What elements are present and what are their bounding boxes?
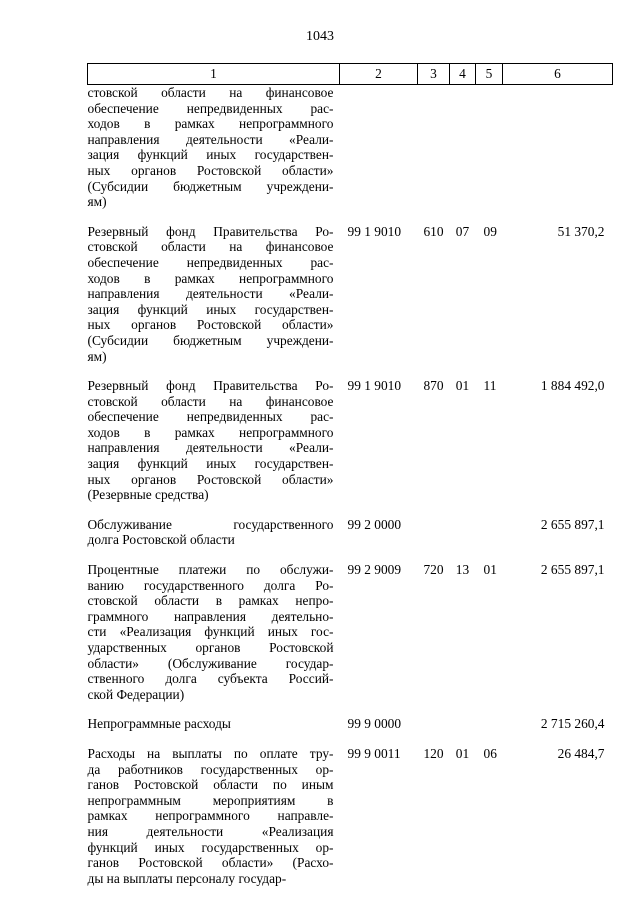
row-description xyxy=(88,716,340,732)
row-col-3 xyxy=(418,716,450,732)
table-row xyxy=(88,378,613,503)
spacer-cell xyxy=(88,364,613,378)
description-line: направления деятельности «Реали- xyxy=(87,131,334,147)
description-line: ния деятельности «Реализация xyxy=(87,823,334,839)
description-line: ходов в рамках непрограммного xyxy=(87,116,334,132)
description-line: ям) xyxy=(87,194,107,210)
row-col-4 xyxy=(450,716,476,732)
description-line: Непрограммные расходы xyxy=(87,716,231,732)
description-line: сти «Реализация функций иных гос- xyxy=(87,624,334,640)
description-line: ской Федерации) xyxy=(87,686,185,702)
table-row xyxy=(88,746,613,886)
row-amount: 51 370,2 xyxy=(557,223,605,239)
description-line: граммного направления деятельно- xyxy=(87,608,334,624)
description-line: рамках непрограммного направле- xyxy=(87,808,334,824)
row-col-5: 06 xyxy=(483,745,497,761)
row-col-4: 01 xyxy=(455,745,470,761)
description-line: стовской области на финансовое xyxy=(87,85,334,100)
table-header-row xyxy=(88,64,613,85)
row-col-5 xyxy=(476,85,503,210)
description-line: (Резервные средства) xyxy=(87,487,209,503)
row-description xyxy=(88,746,340,886)
row-col-3: 870 xyxy=(423,378,444,394)
description-line: обеспечение непредвиденных рас- xyxy=(87,409,334,425)
spacer-cell xyxy=(88,548,613,562)
table-row xyxy=(88,85,613,210)
table-row xyxy=(88,716,613,732)
row-col-3: 720 xyxy=(423,562,444,578)
header-col-2: 2 xyxy=(340,64,418,85)
row-amount: 2 655 897,1 xyxy=(540,516,605,532)
header-col-5: 5 xyxy=(476,64,503,85)
header-col-3: 3 xyxy=(418,64,450,85)
row-spacer xyxy=(88,364,613,378)
table-row xyxy=(88,224,613,364)
budget-table xyxy=(87,63,613,886)
description-line: ганов Ростовской области по иным xyxy=(87,777,334,793)
row-description xyxy=(88,517,340,548)
row-description xyxy=(88,378,340,503)
description-line: стовской области в рамках непро- xyxy=(87,593,334,609)
row-col-3: 120 xyxy=(423,745,444,761)
description-line: ударственных органов Ростовской xyxy=(87,640,334,655)
row-code xyxy=(340,85,418,210)
row-col-4: 07 xyxy=(455,223,470,239)
table-row xyxy=(88,517,613,548)
page-number: 1043 xyxy=(306,29,334,44)
description-line: ных органов Ростовской области» xyxy=(87,162,334,178)
row-col-5: 11 xyxy=(483,378,497,394)
table-row xyxy=(88,562,613,702)
row-spacer xyxy=(88,548,613,562)
description-line: непрограммным мероприятиям в xyxy=(87,792,334,808)
description-line: ственного долга субъекта Россий- xyxy=(87,671,334,687)
description-line: стовской области на финансовое xyxy=(87,393,334,409)
description-line: (Субсидии бюджетным учреждени- xyxy=(87,332,334,348)
spacer-cell xyxy=(88,503,613,517)
row-spacer xyxy=(88,210,613,224)
description-line: ванию государственного долга Ро- xyxy=(87,577,334,593)
description-line: области» (Обслуживание государ- xyxy=(87,655,334,671)
description-line: ганов Ростовской области» (Расхо- xyxy=(87,855,334,871)
row-col-4 xyxy=(450,85,476,210)
description-line: да работников государственных ор- xyxy=(87,761,334,777)
description-line: Резервный фонд Правительства Ро- xyxy=(87,223,334,239)
description-line: Резервный фонд Правительства Ро- xyxy=(87,378,334,394)
spacer-cell xyxy=(88,702,613,716)
description-line: ды на выплаты персоналу государ- xyxy=(87,870,287,886)
row-spacer xyxy=(88,503,613,517)
header-col-6: 6 xyxy=(503,64,613,85)
description-line: Процентные платежи по обслужи- xyxy=(87,562,334,578)
row-col-4: 13 xyxy=(455,562,470,578)
description-line: ям) xyxy=(87,348,107,364)
description-line: зация функций иных государствен- xyxy=(87,301,334,317)
description-line: Обслуживание государственного xyxy=(87,516,334,532)
row-description xyxy=(88,224,340,364)
row-code: 99 1 9010 xyxy=(347,378,402,394)
row-code: 99 2 9009 xyxy=(347,562,402,578)
row-description xyxy=(88,562,340,702)
header-col-1: 1 xyxy=(88,64,340,85)
spacer-cell xyxy=(88,210,613,224)
description-line: зация функций иных государствен- xyxy=(87,456,334,472)
header-col-4: 4 xyxy=(450,64,476,85)
description-line: функций иных государственных ор- xyxy=(87,839,334,855)
description-line: (Субсидии бюджетным учреждени- xyxy=(87,178,334,194)
description-line: ных органов Ростовской области» xyxy=(87,317,334,333)
row-col-3 xyxy=(418,85,450,210)
row-col-5: 09 xyxy=(483,223,497,239)
row-amount: 26 484,7 xyxy=(557,745,605,761)
row-amount xyxy=(503,85,613,210)
description-line: обеспечение непредвиденных рас- xyxy=(87,100,334,116)
description-line: ходов в рамках непрограммного xyxy=(87,424,334,440)
table-body xyxy=(88,85,613,887)
row-description xyxy=(88,85,340,210)
row-col-4 xyxy=(450,517,476,548)
row-col-5 xyxy=(476,716,503,732)
row-code: 99 9 0000 xyxy=(347,716,402,732)
row-code: 99 1 9010 xyxy=(347,223,402,239)
row-col-3 xyxy=(418,517,450,548)
description-line: обеспечение непредвиденных рас- xyxy=(87,254,334,270)
description-line: направления деятельности «Реали- xyxy=(87,440,334,456)
description-line: направления деятельности «Реали- xyxy=(87,286,334,302)
row-col-3: 610 xyxy=(423,223,444,239)
spacer-cell xyxy=(88,732,613,746)
row-amount: 2 655 897,1 xyxy=(540,562,605,578)
row-code: 99 9 0011 xyxy=(347,745,401,761)
description-line: ходов в рамках непрограммного xyxy=(87,270,334,286)
description-line: зация функций иных государствен- xyxy=(87,147,334,163)
row-spacer xyxy=(88,702,613,716)
description-line: долга Ростовской области xyxy=(87,532,235,548)
row-amount: 2 715 260,4 xyxy=(540,716,605,732)
row-code: 99 2 0000 xyxy=(347,516,402,532)
row-spacer xyxy=(88,732,613,746)
row-col-5: 01 xyxy=(483,562,497,578)
description-line: ных органов Ростовской области» xyxy=(87,471,334,487)
description-line: стовской области на финансовое xyxy=(87,239,334,255)
row-col-4: 01 xyxy=(455,378,470,394)
row-amount: 1 884 492,0 xyxy=(540,378,605,394)
row-col-5 xyxy=(476,517,503,548)
description-line: Расходы на выплаты по оплате тру- xyxy=(87,745,334,761)
